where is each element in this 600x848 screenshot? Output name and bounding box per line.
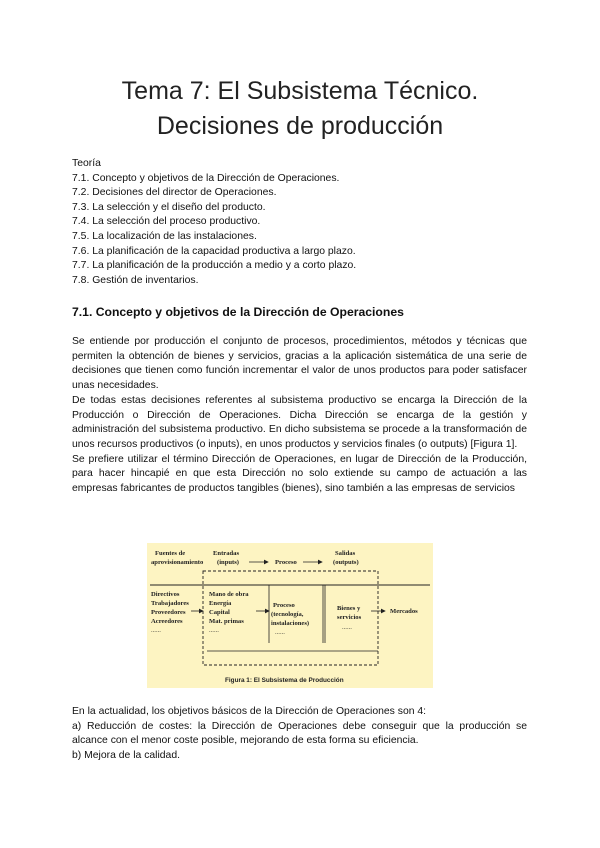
paragraph: De todas estas decisiones referentes al subsistema productivo se encarga la Dirección de la Producción o Dirección de Operaciones. Dicha Dirección se encarga de la gestión y administración del subsistema productivo. En dicho subsistema se procede a la transformación de unos recursos productivos (o inputs), en unos productos y servicios finales (o outputs) [Figura 1]. [72, 394, 527, 450]
fig-fuentes-1: Fuentes de [155, 550, 186, 557]
fig-col2-item: Capital [209, 609, 230, 616]
closing-body [72, 705, 527, 764]
section-heading: 7.1. Concepto y objetivos de la Dirección de Operaciones [72, 305, 404, 319]
fig-col4-item: Bienes y [337, 605, 361, 612]
paragraph: Se prefiere utilizar el término Dirección de Operaciones, en lugar de Dirección de la Producción, para hacer hincapié en que esta Dirección no solo extiende su campo de actuación a las empresas fabricantes de productos tangibles (bienes), sino también a las empresas de servicios [72, 453, 527, 495]
toc-item: 7.4. La selección del proceso productivo. [72, 216, 261, 228]
toc-item: 7.2. Decisiones del director de Operaciones. [72, 187, 277, 199]
fig-proceso-header: Proceso [275, 559, 297, 566]
paragraph: En la actualidad, los objetivos básicos de la Dirección de Operaciones son 4: [72, 706, 427, 717]
fig-col3-item: instalaciones) [271, 620, 310, 627]
section-body [72, 335, 527, 497]
fig-col2-item: Mano de obra [209, 591, 249, 598]
toc-heading: Teoría [72, 158, 101, 169]
toc-item: 7.3. La selección y el diseño del producto. [72, 201, 266, 213]
paragraph: Se entiende por producción el conjunto de procesos, procedimientos, métodos y técnicas que permiten la obtención de bienes y servicios, gracias a la aplicación sistemática de una serie de decisiones que tienen como función incrementar el valor de unos productos para poder satisfacer unas necesidades. [72, 336, 527, 392]
toc-item: 7.1. Concepto y objetivos de la Dirección de Operaciones. [72, 172, 340, 184]
toc-item: 7.5. La localización de las instalaciones. [72, 230, 257, 242]
fig-col3-item: (tecnología, [271, 611, 304, 618]
toc-item: 7.7. La planificación de la producción a medio y a corto plazo. [72, 260, 357, 272]
fig-entradas-1: Entradas [213, 550, 240, 557]
fig-col2-item: Energía [209, 600, 232, 607]
fig-salidas-2: (outputs) [333, 559, 359, 566]
figure-diagram [147, 543, 433, 688]
table-of-contents [72, 157, 356, 288]
title-line-1: Tema 7: El Subsistema Técnico. [121, 77, 479, 105]
fig-col1-item: Proveedores [151, 609, 186, 616]
title-line-2: Decisiones de producción [156, 112, 444, 140]
toc-item: 7.8. Gestión de inventarios. [72, 274, 199, 286]
fig-col3-item: Proceso [273, 602, 295, 609]
fig-col4-item: servicios [337, 614, 362, 621]
figure-production-subsystem [147, 543, 433, 688]
paragraph: a) Reducción de costes: la Dirección de Operaciones debe conseguir que la producción se alcance con el menor coste posible, mejorando de esta forma su eficiencia. [72, 720, 527, 747]
fig-col1-item: Directivos [151, 591, 180, 598]
page-title [0, 74, 600, 144]
fig-col2-item: Mat. primas [209, 618, 244, 625]
fig-col1-item: ...... [151, 627, 161, 634]
fig-salidas-1: Salidas [335, 550, 356, 557]
fig-col1-item: Acreedores [151, 618, 183, 625]
fig-col2-item: ...... [209, 627, 219, 634]
fig-mercados: Mercados [390, 608, 418, 615]
fig-entradas-2: (inputs) [217, 559, 239, 566]
toc-item: 7.6. La planificación de la capacidad productiva a largo plazo. [72, 245, 356, 257]
fig-col3-item: ...... [275, 629, 285, 636]
fig-fuentes-2: aprovisionamiento [151, 559, 204, 566]
fig-caption: Figura 1: El Subsistema de Producción [225, 677, 344, 684]
fig-col4-item: ...... [342, 624, 352, 631]
fig-col1-item: Trabajadores [151, 600, 189, 607]
paragraph: b) Mejora de la calidad. [72, 750, 181, 762]
